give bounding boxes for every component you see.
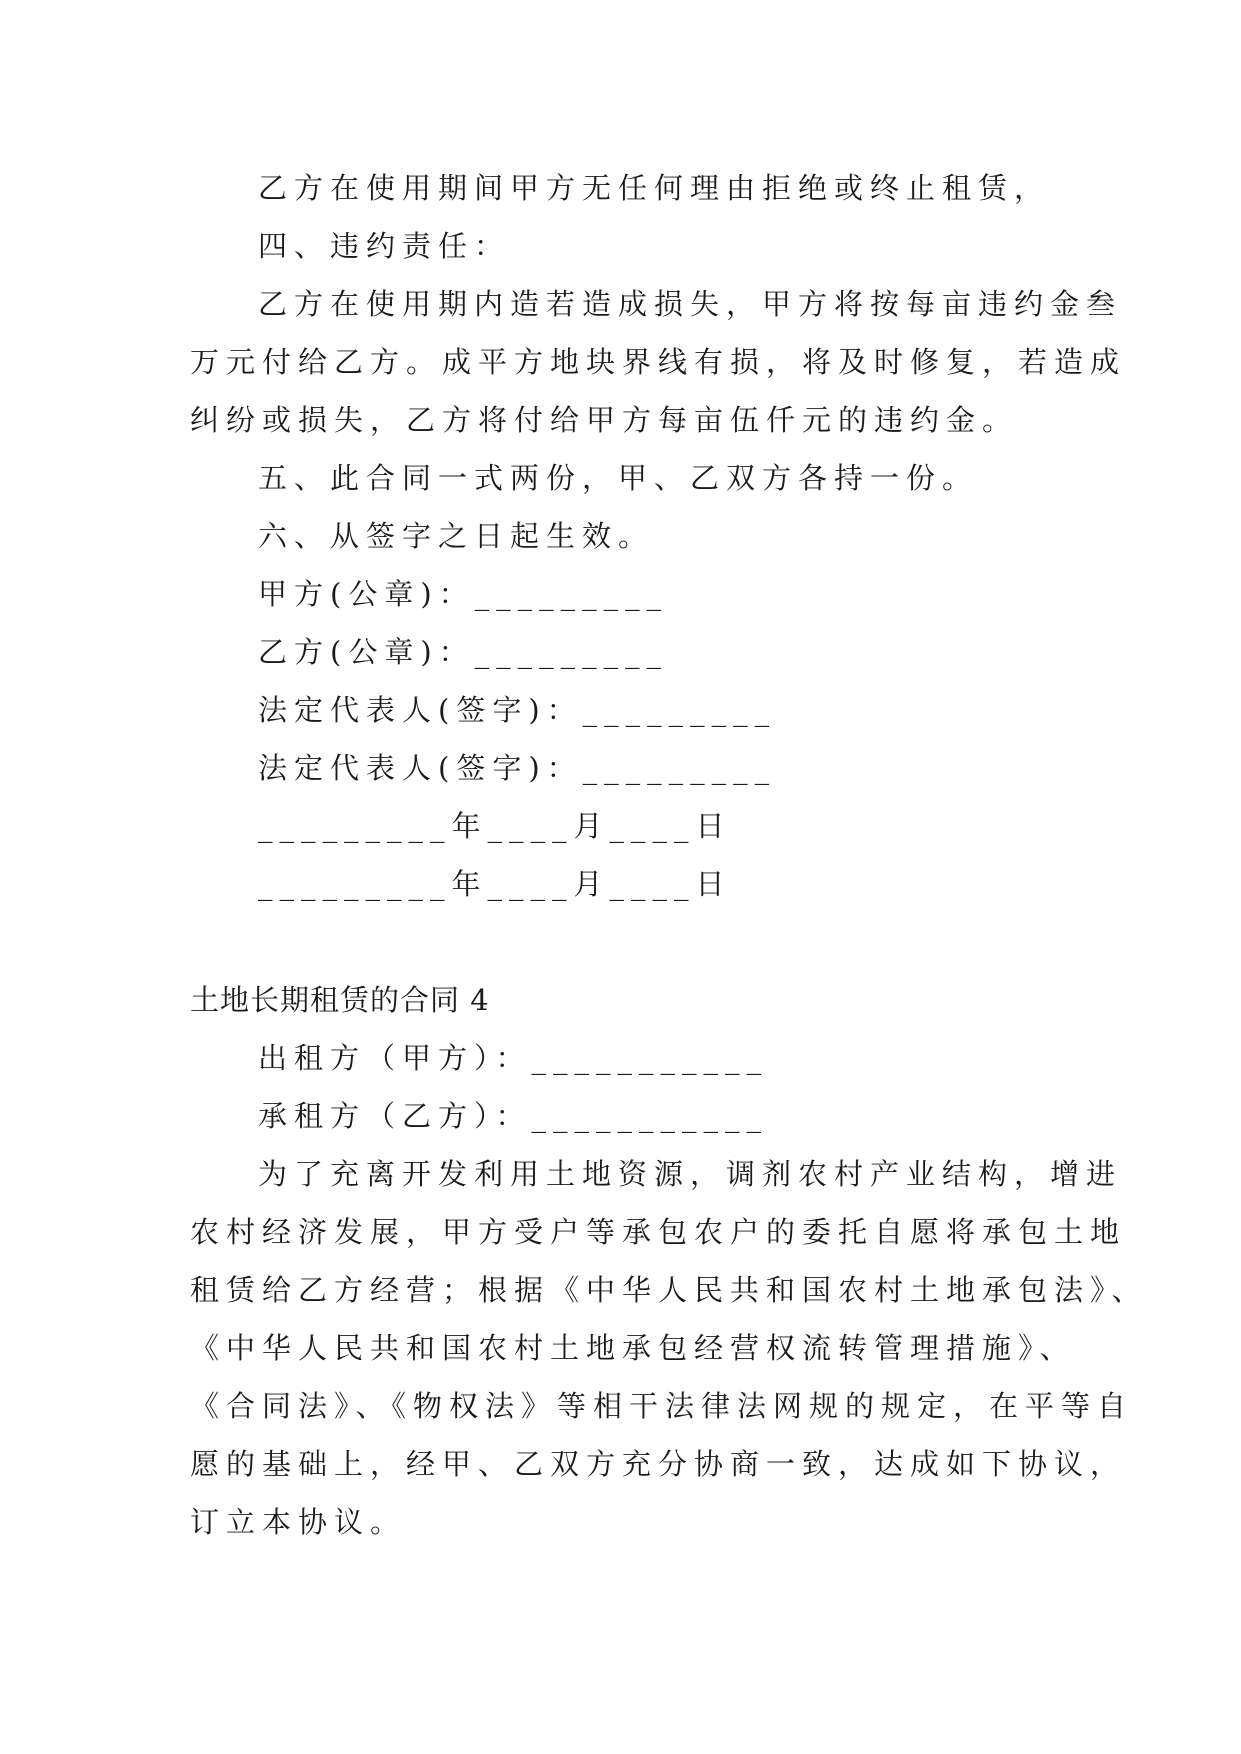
body-line: 纠纷或损失，乙方将付给甲方每亩伍仟元的违约金。 [190,403,1019,437]
date-line: _________年____月____日 [258,809,732,843]
signature-line-legal-rep: 法定代表人(签字)：_________ [258,693,777,727]
body-line: 农村经济发展，甲方受户等承包农户的委托自愿将承包土地 [190,1215,1127,1249]
body-line: 订立本协议。 [190,1505,407,1539]
signature-line-party-a: 甲方(公章)：_________ [258,577,669,611]
body-line: 愿的基础上，经甲、乙双方充分协商一致，达成如下协议， [190,1447,1127,1481]
clause-heading: 四、违约责任： [258,229,511,263]
signature-line-legal-rep: 法定代表人(签字)：_________ [258,751,777,785]
body-line: 租赁给乙方经营；根据《中华人民共和国农村土地承包法》、 [190,1273,1148,1307]
body-line: 乙方在使用期间甲方无任何理由拒绝或终止租赁， [258,171,1051,205]
body-line: 万元付给乙方。成平方地块界线有损，将及时修复，若造成 [190,345,1127,379]
section-title: 土地长期租赁的合同 4 [190,983,490,1017]
body-line: 《合同法》、《物权法》等相干法律法网规的规定，在平等自 [190,1389,1134,1423]
lessee-line: 承租方（乙方）：___________ [258,1099,769,1133]
signature-line-party-b: 乙方(公章)：_________ [258,635,669,669]
clause-heading: 五、此合同一式两份，甲、乙双方各持一份。 [258,461,979,495]
body-line: 《中华人民共和国农村土地承包经营权流转管理措施》、 [190,1331,1076,1365]
date-line: _________年____月____日 [258,867,732,901]
body-line: 为了充离开发利用土地资源，调剂农村产业结构，增进 [258,1157,1123,1191]
body-line: 乙方在使用期内造若造成损失，甲方将按每亩违约金叁 [258,287,1123,321]
clause-heading: 六、从签字之日起生效。 [258,519,655,553]
lessor-line: 出租方（甲方）：___________ [258,1041,769,1075]
